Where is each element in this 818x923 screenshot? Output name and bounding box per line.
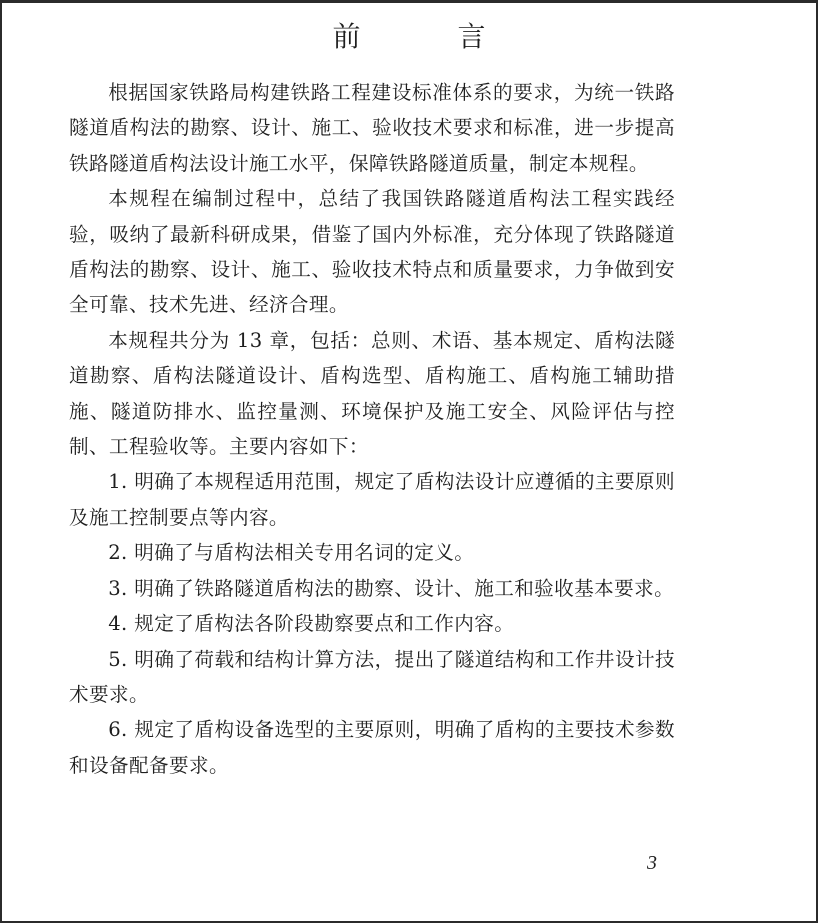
list-item: 6. 规定了盾构设备选型的主要原则，明确了盾构的主要技术参数和设备配备要求。	[69, 718, 675, 777]
list-item: 4. 规定了盾构法各阶段勘察要点和工作内容。	[108, 612, 515, 636]
list-item: 3. 明确了铁路隧道盾构法的勘察、设计、施工和验收基本要求。	[108, 576, 675, 600]
list-item: 5. 明确了荷载和结构计算方法，提出了隧道结构和工作井设计技术要求。	[69, 647, 675, 706]
paragraph-intro: 根据国家铁路局构建铁路工程建设标准体系的要求，为统一铁路隧道盾构法的勘察、设计、施工、验收技术要求和标准，进一步提高铁路隧道盾构法设计施工水平，保障铁路隧道质量，制定本规程。	[69, 81, 675, 175]
paragraph-compilation: 本规程在编制过程中，总结了我国铁路隧道盾构法工程实践经验，吸纳了最新科研成果，借鉴了国内外标准，充分体现了铁路隧道盾构法的勘察、设计、施工、验收技术特点和质量要求，力争做到安全可靠、技术先进、经济合理。	[69, 187, 675, 317]
page-title: 前 言	[332, 20, 530, 53]
list-item: 2. 明确了与盾构法相关专用名词的定义。	[108, 541, 475, 565]
paragraph-chapters: 本规程共分为 13 章，包括：总则、术语、基本规定、盾构法隧道勘察、盾构法隧道设计、盾构选型、盾构施工、盾构施工辅助措施、隧道防排水、监控量测、环境保护及施工安全、风险评估与控制、工程验收等。主要内容如下：	[69, 328, 675, 459]
list-item: 1. 明确了本规程适用范围，规定了盾构法设计应遵循的主要原则及施工控制要点等内容。	[69, 470, 675, 529]
document-body	[69, 75, 675, 783]
page-number: 3	[647, 852, 657, 874]
